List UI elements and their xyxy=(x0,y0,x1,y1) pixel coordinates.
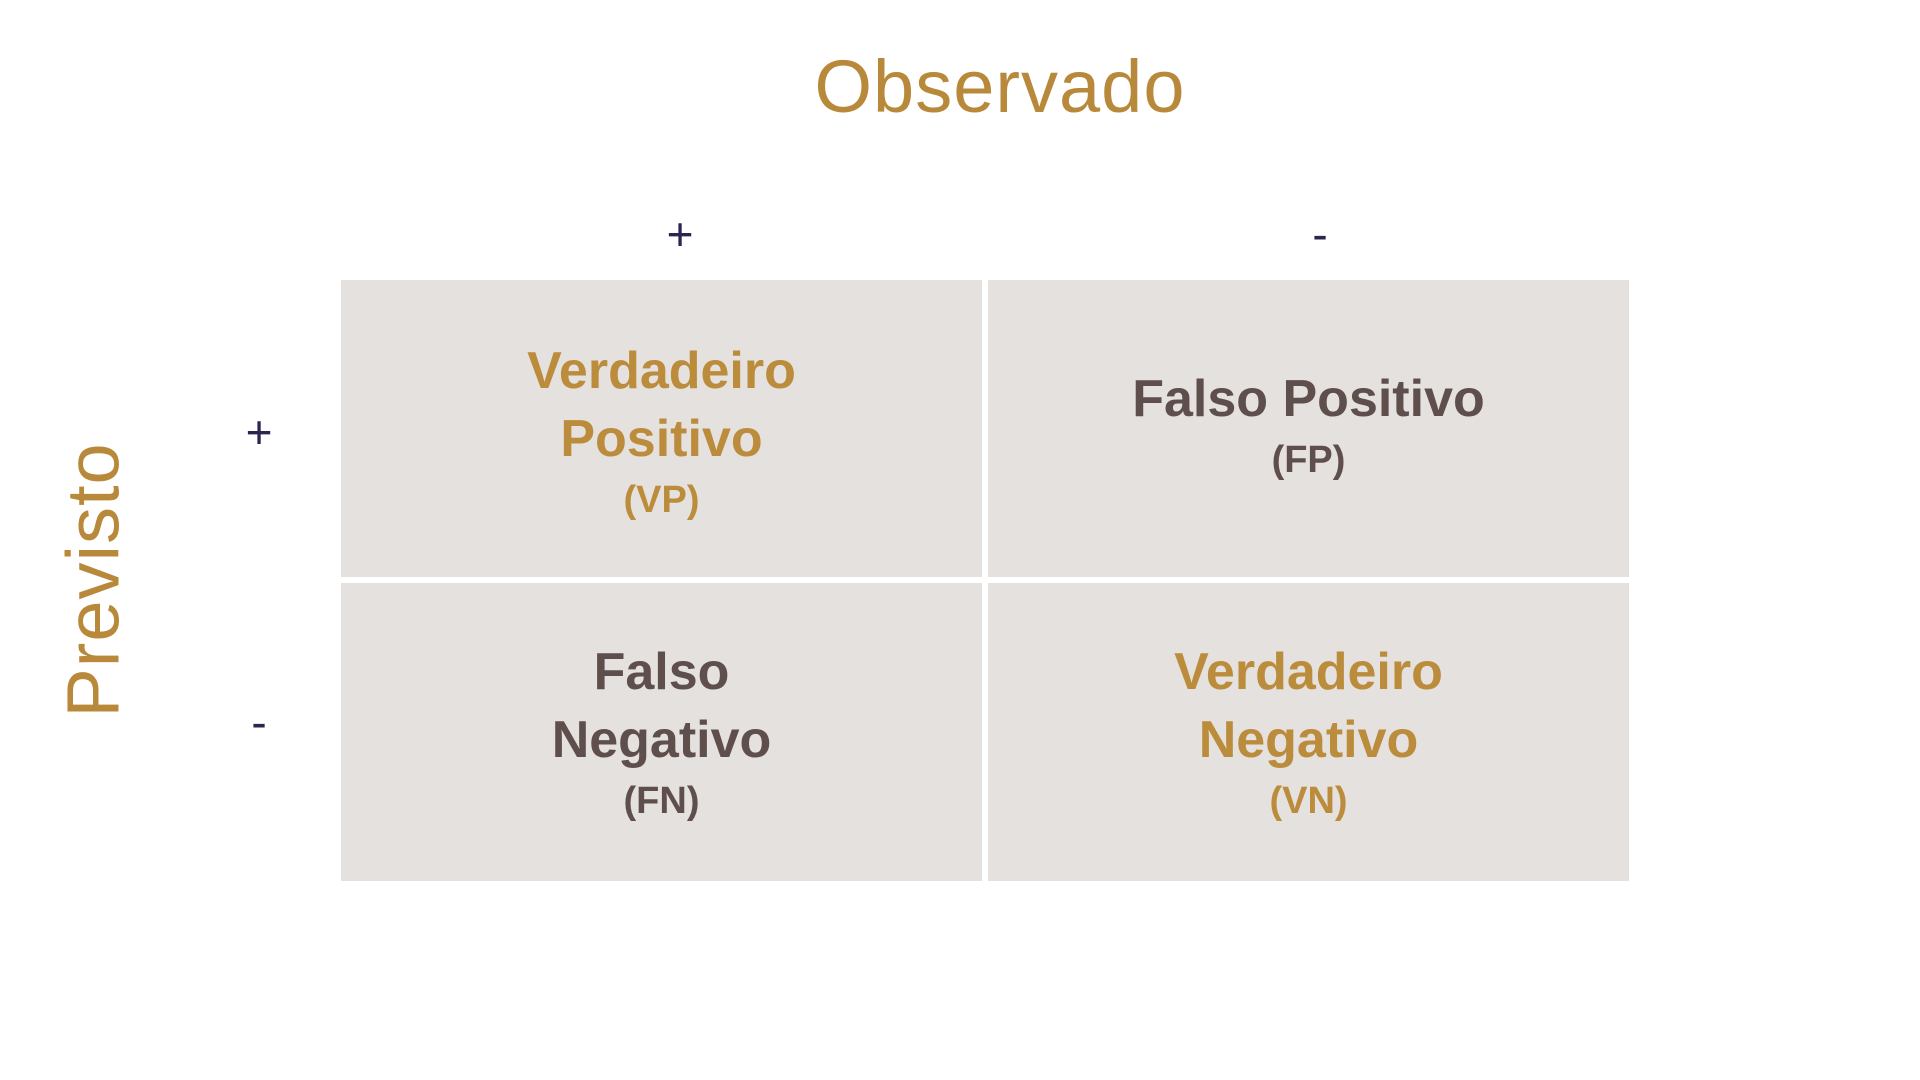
true-positive-label: Verdadeiro Positivo xyxy=(527,341,796,468)
row-positive-sign: + xyxy=(245,406,273,458)
cell-true-negative xyxy=(988,583,1629,881)
cell-false-negative xyxy=(341,583,982,881)
observed-title: Observado xyxy=(814,45,1186,128)
false-positive-label: Falso Positivo xyxy=(1132,369,1485,428)
true-negative-label: Verdadeiro Negativo xyxy=(1174,643,1443,769)
true-negative-abbr: (VN) xyxy=(1269,780,1348,822)
row-negative-sign: - xyxy=(251,696,267,748)
column-positive-sign: + xyxy=(666,208,694,260)
false-negative-label: Falso Negativo xyxy=(551,643,772,769)
confusion-matrix-grid xyxy=(341,280,1629,881)
true-positive-abbr: (VP) xyxy=(623,478,700,521)
false-negative-abbr: (FN) xyxy=(623,780,700,822)
column-negative-sign: - xyxy=(1312,208,1328,260)
false-positive-abbr: (FP) xyxy=(1271,438,1346,481)
cell-true-positive xyxy=(341,280,982,577)
predicted-title: Previsto xyxy=(51,442,135,718)
cell-false-positive xyxy=(988,280,1629,577)
